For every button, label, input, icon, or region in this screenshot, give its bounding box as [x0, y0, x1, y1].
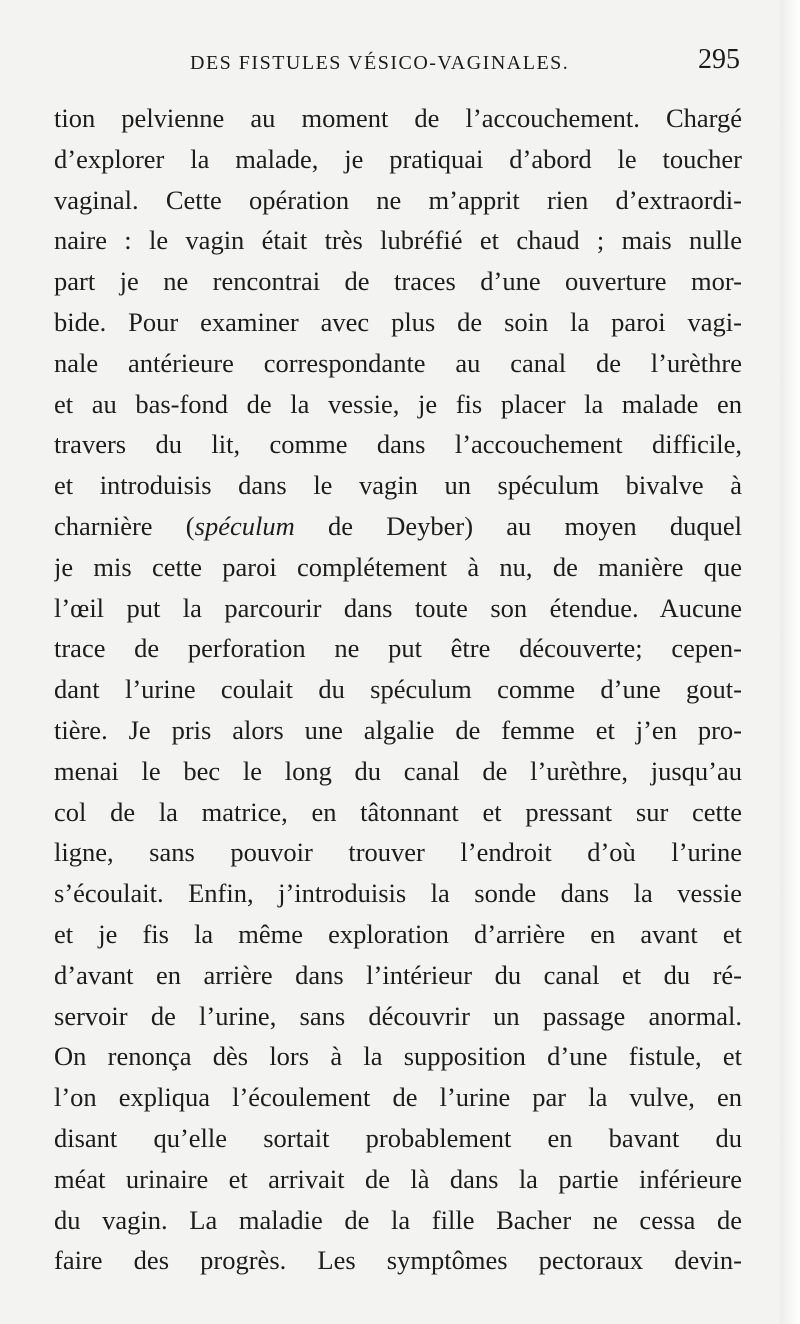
text-line: faire des progrès. Les symptômes pectoraux devin-: [54, 1245, 742, 1276]
text-line: je mis cette paroi complétement à nu, de manière que: [54, 551, 742, 582]
text-line: d’avant en arrière dans l’intérieur du canal et du ré-: [54, 959, 742, 990]
text-line: et je fis la même exploration d’arrière en avant et: [54, 918, 742, 949]
text-line: disant qu’elle sortait probablement en bavant du: [54, 1122, 742, 1153]
text-line: menai le bec le long du canal de l’urèthre, jusqu’au: [54, 755, 742, 786]
text-line: servoir de l’urine, sans découvrir un passage anormal.: [54, 1000, 742, 1031]
text-line: bide. Pour examiner avec plus de soin la paroi vagi-: [54, 306, 742, 337]
page-number: 295: [698, 44, 740, 75]
text-line: vaginal. Cette opération ne m’apprit rien d’extraordi-: [54, 184, 742, 215]
body-text: [54, 98, 742, 1281]
text-line: tière. Je pris alors une algalie de femme et j’en pro-: [54, 714, 742, 745]
text-line: du vagin. La maladie de la fille Bacher ne cessa de: [54, 1204, 742, 1235]
text-line: et introduisis dans le vagin un spéculum bivalve à: [54, 470, 742, 501]
text-line: ligne, sans pouvoir trouver l’endroit d’où l’urine: [54, 837, 742, 868]
text-line: l’on expliqua l’écoulement de l’urine par la vulve, en: [54, 1082, 742, 1113]
page-header: [54, 44, 740, 84]
italic-term: spéculum: [194, 510, 295, 541]
text-line: et au bas-fond de la vessie, je fis placer la malade en: [54, 388, 742, 419]
text-line: nale antérieure correspondante au canal de l’urèthre: [54, 347, 742, 378]
text-segment: charnière (: [54, 510, 195, 541]
text-line: dant l’urine coulait du spéculum comme d’une gout-: [54, 674, 742, 705]
text-line: trace de perforation ne put être découverte; cepen-: [54, 633, 742, 664]
text-line: s’écoulait. Enfin, j’introduisis la sonde dans la vessie: [54, 878, 742, 909]
text-line: naire : le vagin était très lubréfié et chaud ; mais nulle: [54, 225, 742, 256]
text-line: On renonça dès lors à la supposition d’une fistule, et: [54, 1041, 742, 1072]
text-line: d’explorer la malade, je pratiquai d’abord le toucher: [54, 143, 742, 174]
running-head: DES FISTULES VÉSICO-VAGINALES.: [190, 52, 570, 74]
text-line: travers du lit, comme dans l’accouchement difficile,: [54, 429, 742, 460]
text-line: méat urinaire et arrivait de là dans la partie inférieure: [54, 1163, 742, 1194]
text-line: l’œil put la parcourir dans toute son étendue. Aucune: [54, 592, 742, 623]
text-line: col de la matrice, en tâtonnant et pressant sur cette: [54, 796, 742, 827]
text-segment: de Deyber) au moyen duquel: [294, 510, 742, 541]
text-line: part je ne rencontrai de traces d’une ouverture mor-: [54, 266, 742, 297]
text-line: tion pelvienne au moment de l’accouchement. Chargé: [54, 103, 742, 133]
text-line-with-italic: [54, 506, 742, 547]
